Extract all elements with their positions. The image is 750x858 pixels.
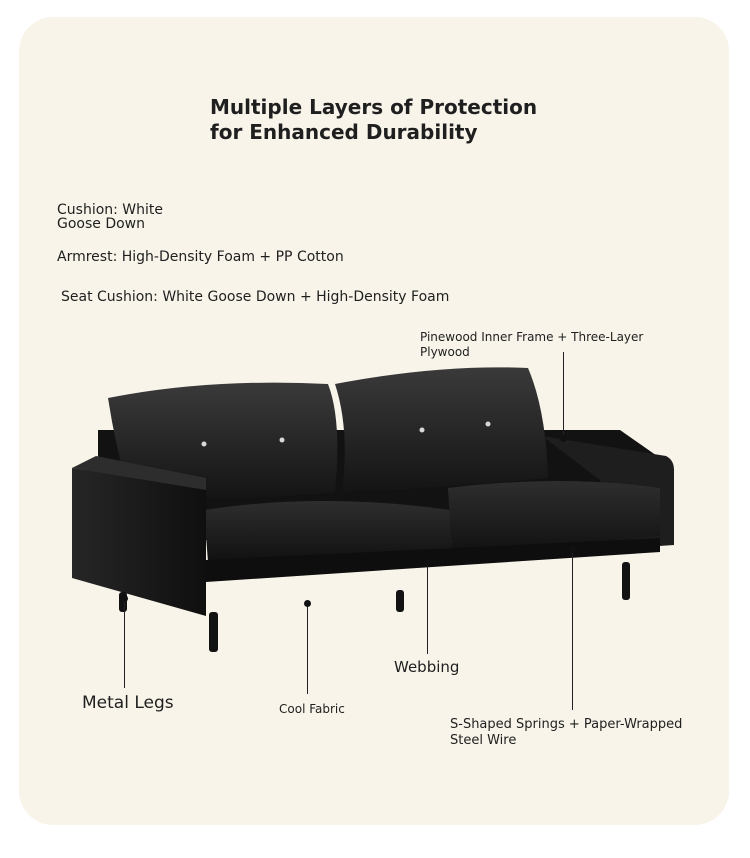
fabric-callout-dot — [304, 600, 311, 607]
seat-cushion-label: Seat Cushion: White Goose Down + High-Density Foam — [61, 289, 450, 305]
frame-label-line-1: Pinewood Inner Frame + Three-Layer — [420, 330, 644, 344]
springs-callout-dot — [569, 546, 576, 553]
tufting-button — [280, 438, 285, 443]
springs-callout-line — [572, 550, 573, 710]
legs-callout-dot — [121, 595, 128, 602]
title-line-1: Multiple Layers of Protection — [210, 95, 538, 119]
frame-callout-line — [563, 352, 564, 438]
webbing-label: Webbing — [394, 658, 460, 676]
sofa-illustration — [60, 360, 700, 660]
cushion-label — [57, 203, 163, 231]
metal-legs-label: Metal Legs — [82, 693, 174, 713]
left-armrest — [72, 468, 206, 616]
page-title — [210, 95, 570, 145]
frame-callout-dot — [560, 435, 567, 442]
cool-fabric-label: Cool Fabric — [279, 702, 345, 716]
front-leg — [209, 612, 218, 652]
title-line-2: for Enhanced Durability — [210, 120, 478, 144]
springs-label-line-1: S-Shaped Springs + Paper-Wrapped — [450, 717, 683, 732]
back-cushion-right — [335, 367, 548, 492]
tufting-button — [486, 422, 491, 427]
cushion-label-line-2: Goose Down — [57, 216, 146, 232]
springs-label — [450, 717, 682, 749]
frame-label — [420, 330, 643, 360]
middle-leg — [396, 590, 404, 612]
armrest-label: Armrest: High-Density Foam + PP Cotton — [57, 249, 344, 265]
fabric-callout-line — [307, 604, 308, 694]
webbing-callout-line — [427, 562, 428, 654]
frame-label-line-2: Plywood — [420, 345, 470, 359]
tufting-button — [202, 442, 207, 447]
right-leg — [622, 562, 630, 600]
tufting-button — [420, 428, 425, 433]
springs-label-line-2: Steel Wire — [450, 733, 517, 748]
cushion-label-line-1: Cushion: White — [57, 202, 164, 218]
legs-callout-line — [124, 598, 125, 688]
webbing-callout-dot — [424, 559, 431, 566]
